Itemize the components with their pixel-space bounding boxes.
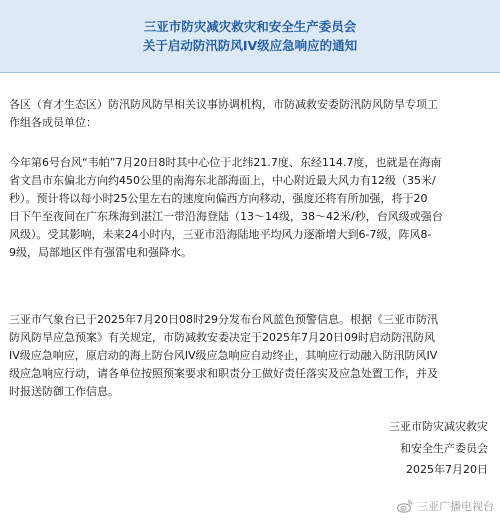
notice-title-subject: 关于启动防汛防风IV级应急响应的通知 [142,38,358,53]
paragraph-line: 今年第6号台风“韦帕”7月20日8时其中心位于北纬21.7度、东经114.7度，也就是在海南 [9,156,442,169]
notice-title-banner [0,0,500,73]
paragraph-line: 省文昌市东偏北方向约450公里的南海东北部海面上，中心附近最大风力有12级（35米/ [9,174,436,187]
paragraph-line: IV级应急响应，原启动的海上防台风IV级应急响应自动终止，其响应行动融入防汛防风IV [9,349,438,362]
paragraph-line: 风级）。受其影响，未来24小时内，三亚市沿海陆地平均风力逐渐增大到6-7级，阵风8- [9,228,432,241]
watermark-text: 三亚广播电视台 [417,500,494,513]
signature-date: 2025年7月20日 [406,463,488,476]
addressee-paragraph [9,96,495,132]
paragraph-line: 各区（育才生态区）防汛防风防旱相关议事协调机构，市防减救安委防汛防风防旱专项工 [9,98,438,111]
paragraph-line: 秒）。预计将以每小时25公里左右的速度向偏西方向移动，强度还将有所加强，将于20 [9,192,428,205]
paragraph-line: 9级，局部地区伴有强雷电和强降水。 [9,246,192,259]
paragraph-line: 日下午至夜间在广东珠海到湛江一带沿海登陆（13～14级，38～42米/秒，台风级或强台 [9,210,443,223]
signature-org-line2: 和安全生产委员会 [400,442,488,455]
paragraph-line: 防风防旱应急预案》有关规定，市防减救安委决定于2025年7月20日09时启动防汛防风 [9,331,435,344]
paragraph-line: 作组各成员单位： [9,116,97,129]
typhoon-info-paragraph [9,154,495,262]
paragraph-line: 时报送防御工作信息。 [9,385,119,398]
response-decision-paragraph [9,311,495,401]
paragraph-line: 级应急响应行动，请各单位按照预案要求和职责分工做好责任落实及应急处置工作，并及 [9,367,438,380]
paragraph-line: 三亚市气象台已于2025年7月20日08时29分发布台风蓝色预警信息。根据《三亚市防汛 [9,313,438,326]
notice-title-issuer: 三亚市防灾减灾救灾和安全生产委员会 [143,19,357,34]
watermark [397,494,494,518]
weibo-logo-icon [397,499,413,513]
signature-org-line1: 三亚市防灾减灾救灾 [389,420,488,433]
